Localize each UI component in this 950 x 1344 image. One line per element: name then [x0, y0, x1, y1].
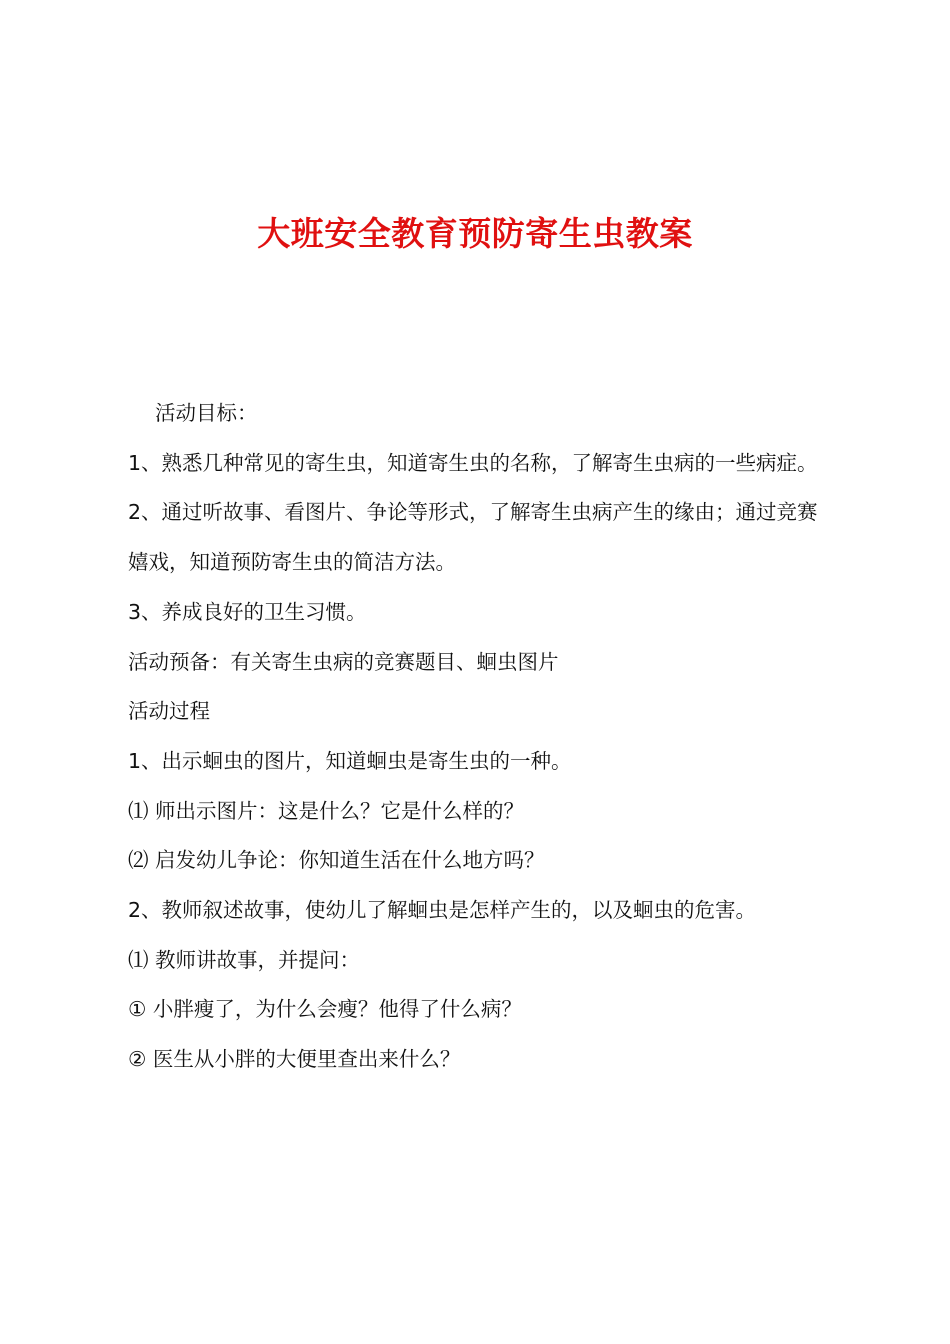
- paragraph-activity-process-heading: 活动过程: [128, 699, 210, 724]
- paragraph-step-2-sub-1: ⑴ 教师讲故事，并提问：: [128, 947, 361, 972]
- paragraph-step-1-sub-2: ⑵ 启发幼儿争论：你知道生活在什么地方吗？: [128, 848, 545, 873]
- paragraph-step-1: 1、出示蛔虫的图片，知道蛔虫是寄生虫的一种。: [128, 748, 572, 773]
- paragraph-step-1-sub-1: ⑴ 师出示图片：这是什么？它是什么样的？: [128, 798, 525, 823]
- paragraph-goal-3: 3、养成良好的卫生习惯。: [128, 599, 367, 624]
- paragraph-activity-goals-heading: 活动目标：: [155, 401, 258, 425]
- paragraph-step-2: 2、教师叙述故事，使幼儿了解蛔虫是怎样产生的，以及蛔虫的危害。: [128, 898, 757, 923]
- paragraph-question-1: ① 小胖瘦了，为什么会瘦？他得了什么病？: [128, 997, 522, 1022]
- document-title: 大班安全教育预防寄生虫教案: [257, 214, 693, 253]
- paragraph-question-2: ② 医生从小胖的大便里查出来什么？: [128, 1047, 461, 1072]
- paragraph-goal-1: 1、熟悉几种常见的寄生虫，知道寄生虫的名称，了解寄生虫病的一些病症。: [128, 450, 818, 475]
- document-body: [128, 389, 832, 1085]
- paragraph-goal-2: 2、通过听故事、看图片、争论等形式，了解寄生虫病产生的缘由；通过竞赛嬉戏，知道预防寄生虫的简洁方法。: [128, 500, 818, 575]
- paragraph-activity-preparation: 活动预备：有关寄生虫病的竞赛题目、蛔虫图片: [128, 649, 559, 674]
